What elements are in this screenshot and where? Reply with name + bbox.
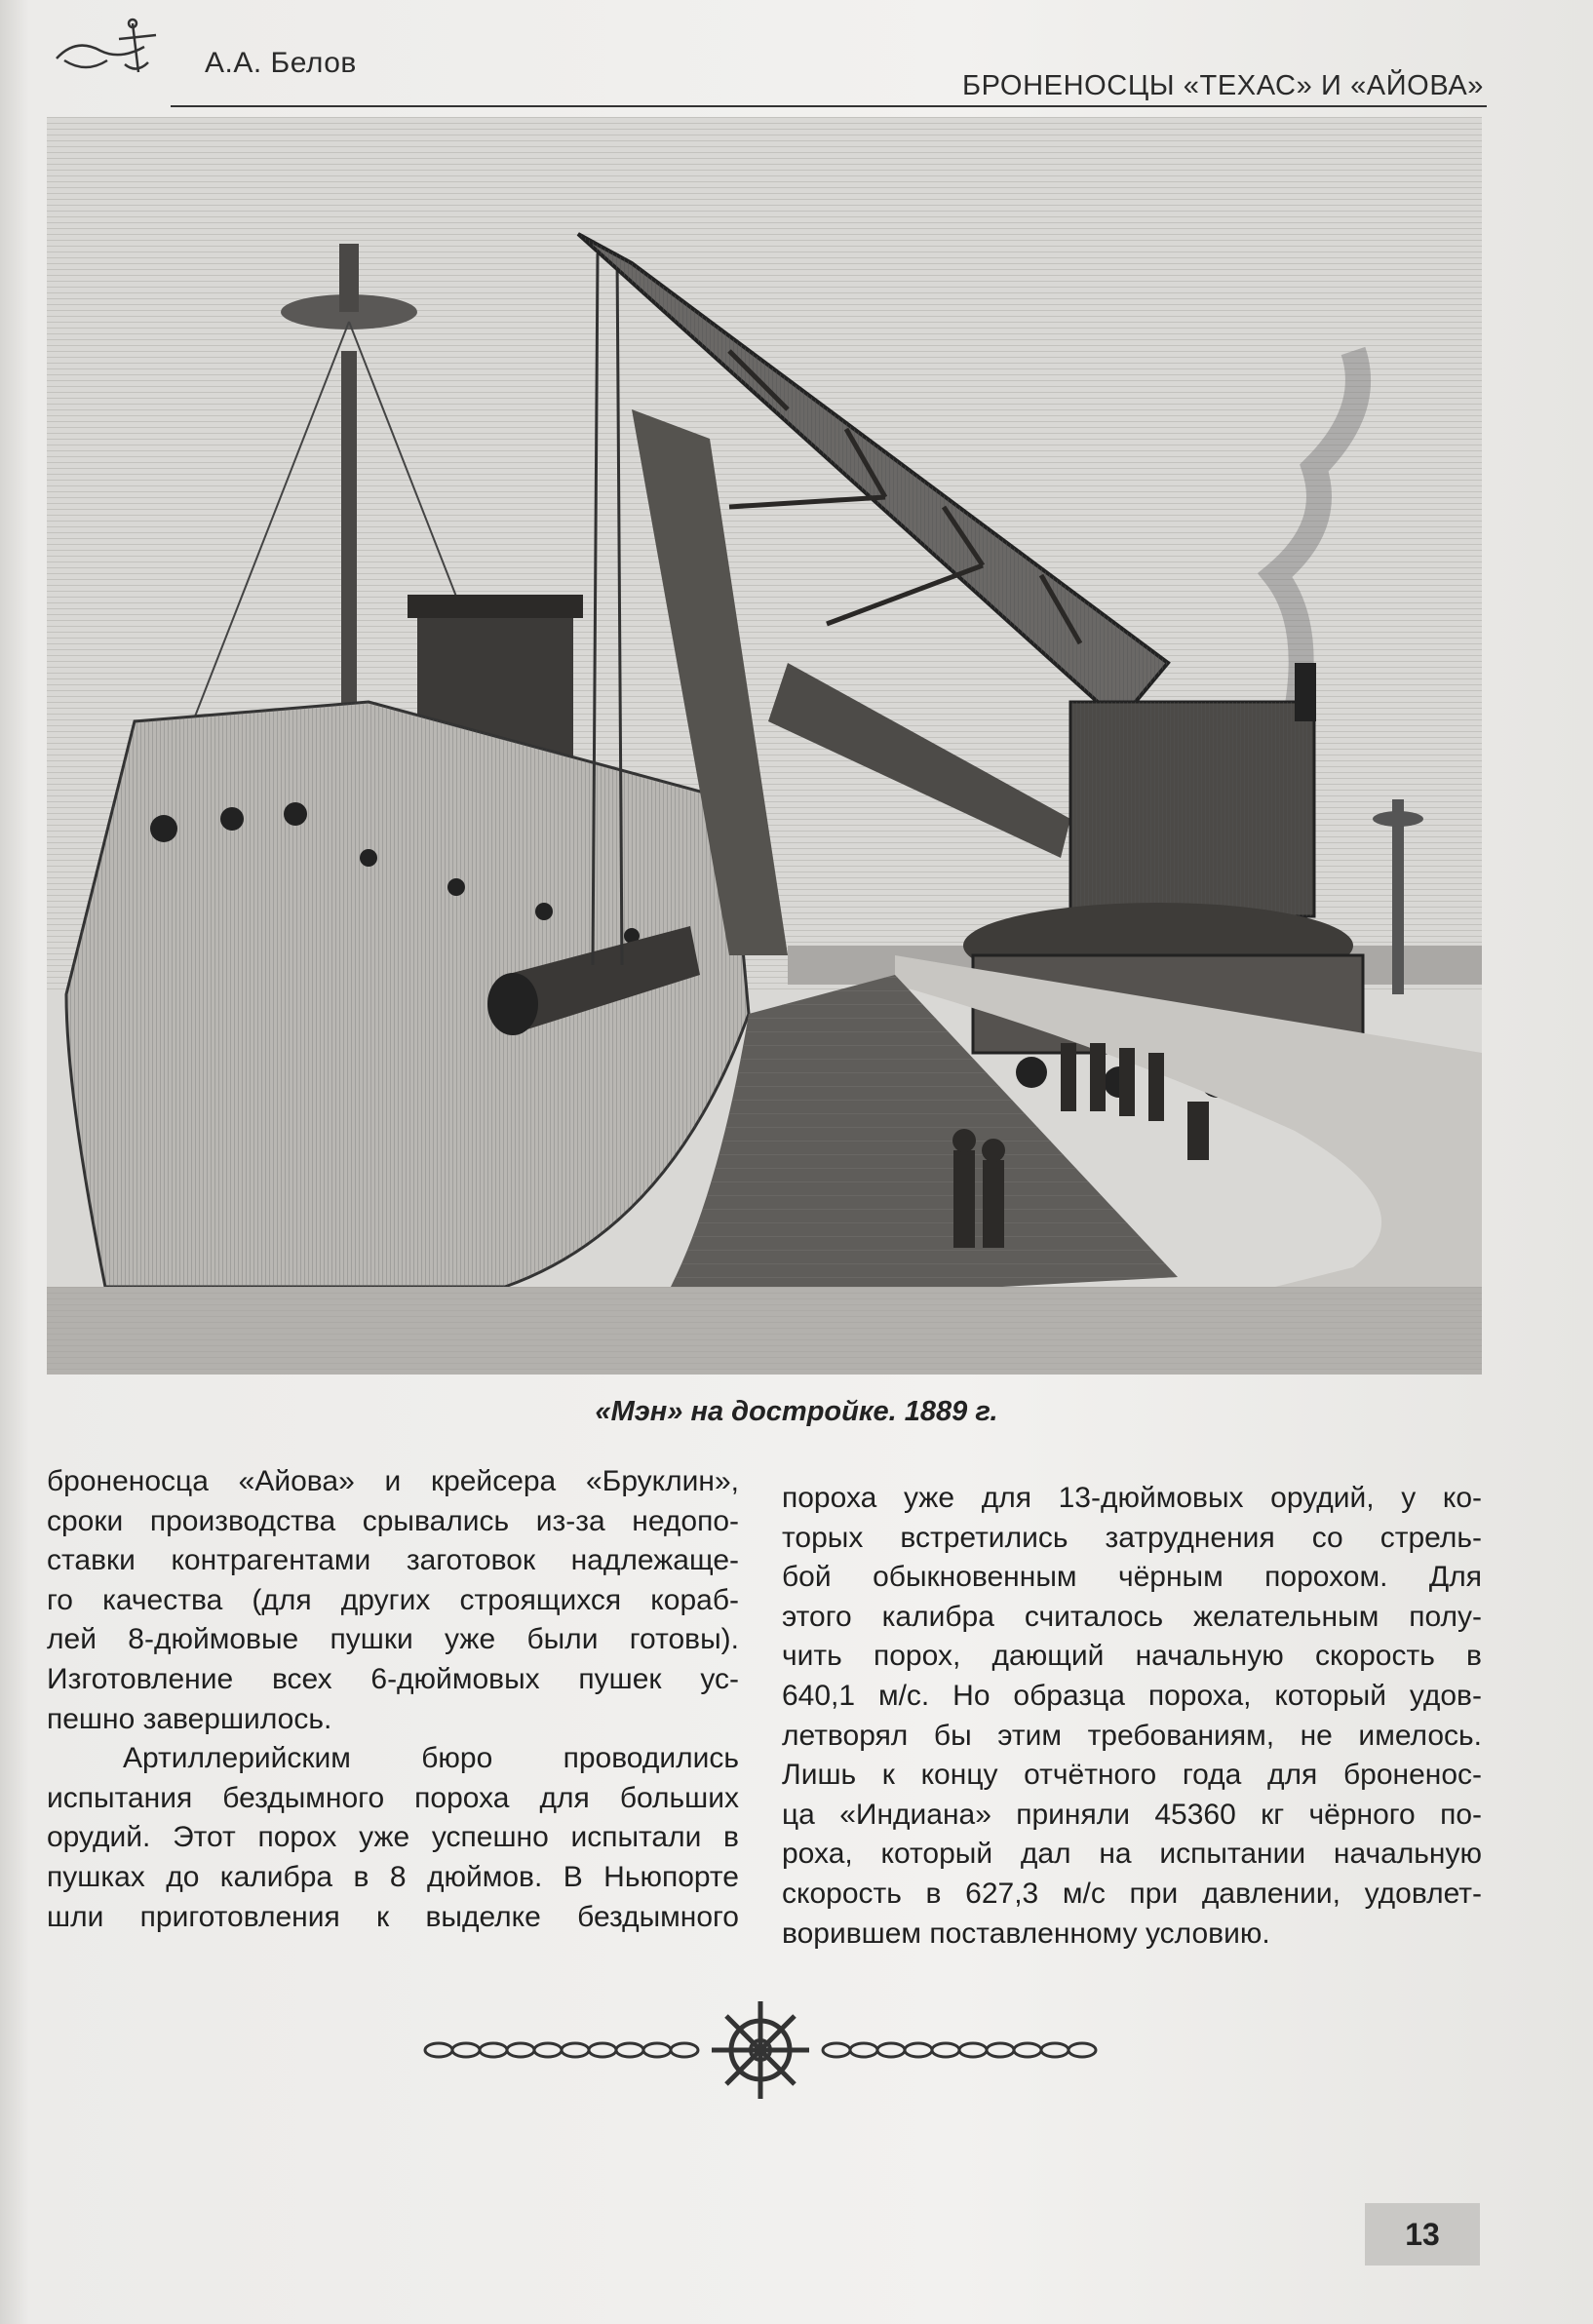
text-line: пушках до калибра в 8 дюймов. В Ньюпорте [47,1860,739,1893]
text-line: ставки контрагентами заготовок надлежаще- [47,1544,739,1577]
text-line: ворившем поставленному условию. [782,1917,1270,1950]
text-line: 640,1 м/с. Но образца пороха, который удов- [782,1679,1482,1712]
text-line: го качества (для других строящихся кораб- [47,1583,739,1616]
text-line: лей 8-дюймовые пушки уже были готовы). [47,1623,739,1656]
header-divider [171,105,1487,107]
text-line: броненосца «Айова» и крейсера «Бруклин», [47,1465,739,1497]
text-line: торых встретились затруднения со стрель- [782,1521,1482,1554]
header-title: БРОНЕНОСЦЫ «ТЕХАС» И «АЙОВА» [962,70,1484,101]
text-line: чить порох, дающий начальную скорость в [782,1640,1482,1673]
left-text-column [47,1462,739,1937]
anchor-emblem-icon [47,18,174,76]
text-line: Изготовление всех 6-дюймовых пушек ус- [47,1662,739,1695]
text-line: Артиллерийским бюро проводились [123,1742,739,1775]
text-line: Лишь к концу отчётного года для броненос- [782,1759,1482,1792]
header-author: А.А. Белов [205,47,357,79]
engraving-illustration [47,117,1482,1375]
text-line: ца «Индиана» приняли 45360 кг чёрного по- [782,1798,1482,1831]
text-line: сроки производства срывались из-за недопо- [47,1504,739,1537]
text-line: пороха уже для 13-дюймовых орудий, у ко- [782,1482,1482,1514]
text-line: бой обыкновенным чёрным порохом. Для [782,1561,1482,1594]
text-line: испытания бездымного пороха для больших [47,1781,739,1814]
text-line: пешно завершилось. [47,1702,332,1735]
figure-caption: «Мэн» на достройке. 1889 г. [595,1396,998,1427]
text-line: этого калибра считалось желательным полу- [782,1600,1482,1633]
page-number: 13 [1405,2216,1440,2252]
page-number-box [1365,2203,1480,2266]
text-line: роха, который дал на испытании начальную [782,1838,1482,1871]
text-line: скорость в 627,3 м/с при давлении, удовлет- [782,1877,1482,1910]
right-text-column [782,1479,1482,1954]
text-line: орудий. Этот порох уже успешно испытали в [47,1821,739,1854]
text-line: летворял бы этим требованиям, не имелось. [782,1719,1482,1752]
ship-wheel-icon [419,1996,1102,2104]
text-line: шли приготовления к выделке бездымного [47,1900,739,1933]
